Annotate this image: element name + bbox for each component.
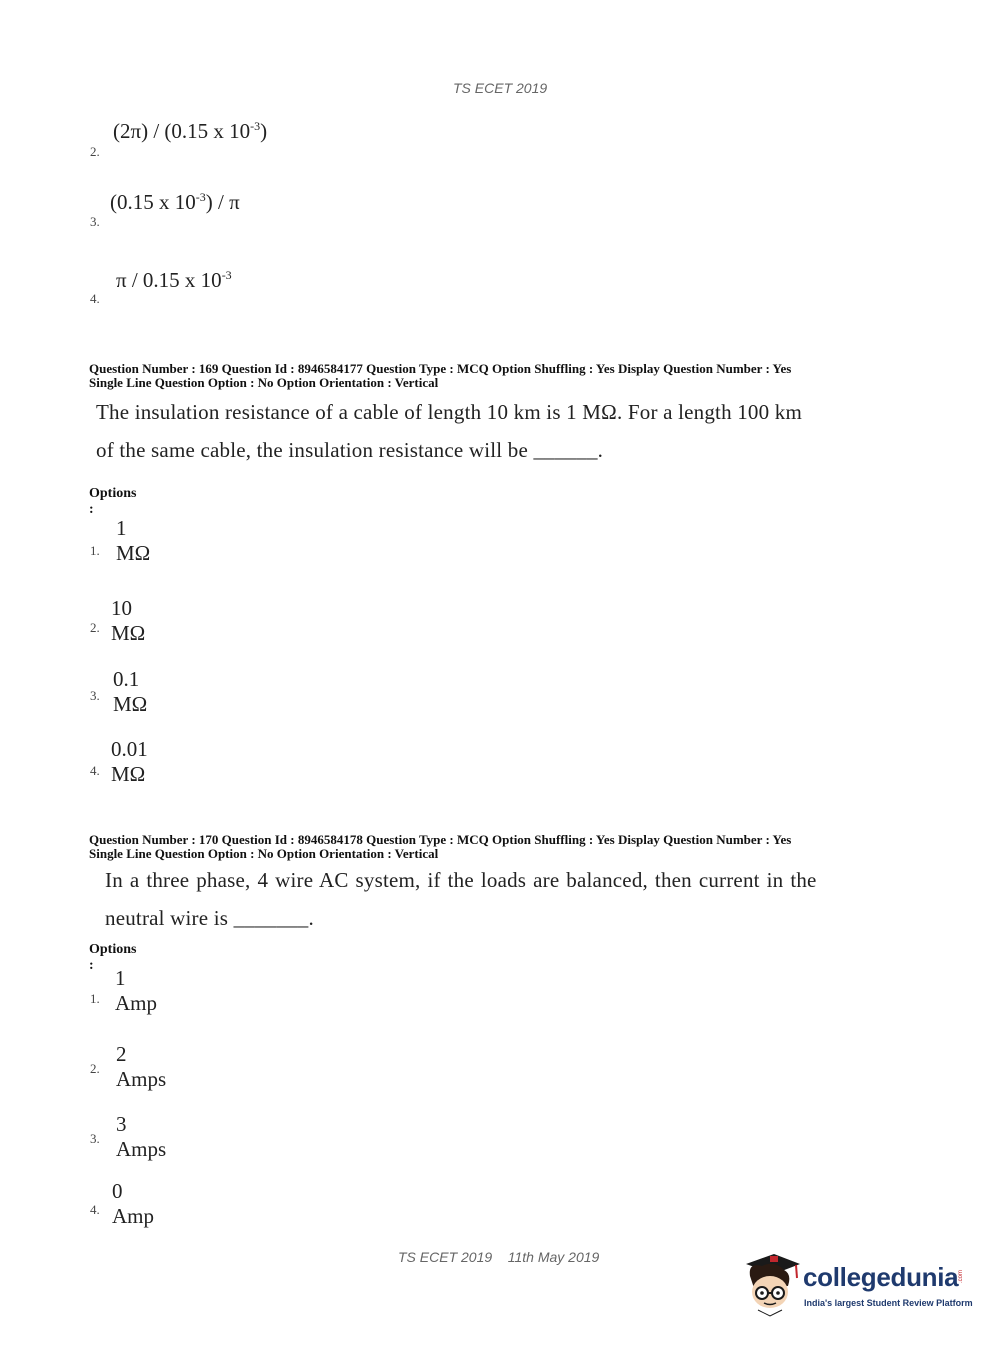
- prev-option-4-value: π / 0.15 x $10^{-3}$: [116, 268, 232, 292]
- question-169-option-3-number: 3.: [90, 688, 100, 703]
- question-169-options-label: Options :: [89, 486, 137, 517]
- question-169-option-1-value: 1 MΩ: [116, 516, 151, 565]
- question-169-meta-line1: Question Number : 169 Question Id : 8946584177 Question Type : MCQ Option Shuffling : Yes Display Question Number : Yes: [89, 361, 792, 376]
- logo-com: .com: [958, 1270, 964, 1284]
- logo-wordmark: collegedunia: [803, 1262, 959, 1292]
- question-170-option-1-number: 1.: [90, 991, 100, 1006]
- question-170-text-line2: neutral wire is _______.: [105, 906, 314, 930]
- question-170-option-1-value: 1 Amp: [115, 966, 157, 1015]
- question-170-option-2-value: 2 Amps: [116, 1042, 167, 1091]
- footer-date: 11th May 2019: [507, 1249, 600, 1265]
- question-169-option-3-value: 0.1 MΩ: [113, 667, 148, 716]
- prev-option-2-value: (2π) / (0.15 x $10^{-3}$): [113, 119, 268, 143]
- question-169-option-1-number: 1.: [90, 543, 100, 558]
- question-170-option-3-number: 3.: [90, 1131, 100, 1146]
- prev-option-3-number: 3.: [90, 214, 100, 229]
- prev-option-3-value: (0.15 x $10^{-3}$) / π: [110, 190, 240, 214]
- logo-tagline: India's largest Student Review Platform: [804, 1298, 973, 1308]
- question-169-text-line2: of the same cable, the insulation resistance will be ______.: [96, 438, 604, 462]
- question-169-option-2-number: 2.: [90, 620, 100, 635]
- footer-exam: TS ECET 2019: [398, 1249, 493, 1265]
- collegedunia-logo: [740, 1248, 973, 1318]
- question-170-option-2-number: 2.: [90, 1061, 100, 1076]
- question-170-option-4-value: 0 Amp: [112, 1179, 154, 1228]
- question-170-option-4-number: 4.: [90, 1202, 100, 1217]
- question-169-meta-line2: Single Line Question Option : No Option Orientation : Vertical: [89, 375, 439, 390]
- page-header: TS ECET 2019: [453, 80, 548, 96]
- question-169-text-line1: The insulation resistance of a cable of length 10 km is 1 MΩ. For a length 100 km: [96, 400, 803, 424]
- question-170-options-label: Options :: [89, 942, 137, 973]
- question-170-text-line1: In a three phase, 4 wire AC system, if the loads are balanced, then current in the: [105, 868, 817, 892]
- prev-option-2-number: 2.: [90, 144, 100, 159]
- prev-option-4-number: 4.: [90, 291, 100, 306]
- question-170-option-3-value: 3 Amps: [116, 1112, 167, 1161]
- question-169-option-4-value: 0.01 MΩ: [111, 737, 148, 786]
- question-169-option-2-value: 10 MΩ: [111, 596, 146, 645]
- student-mascot-icon: [740, 1248, 802, 1318]
- question-170-meta-line1: Question Number : 170 Question Id : 8946584178 Question Type : MCQ Option Shuffling : Yes Display Question Number : Yes: [89, 832, 792, 847]
- question-170-meta-line2: Single Line Question Option : No Option Orientation : Vertical: [89, 846, 439, 861]
- page-footer: [398, 1249, 599, 1265]
- question-169-option-4-number: 4.: [90, 763, 100, 778]
